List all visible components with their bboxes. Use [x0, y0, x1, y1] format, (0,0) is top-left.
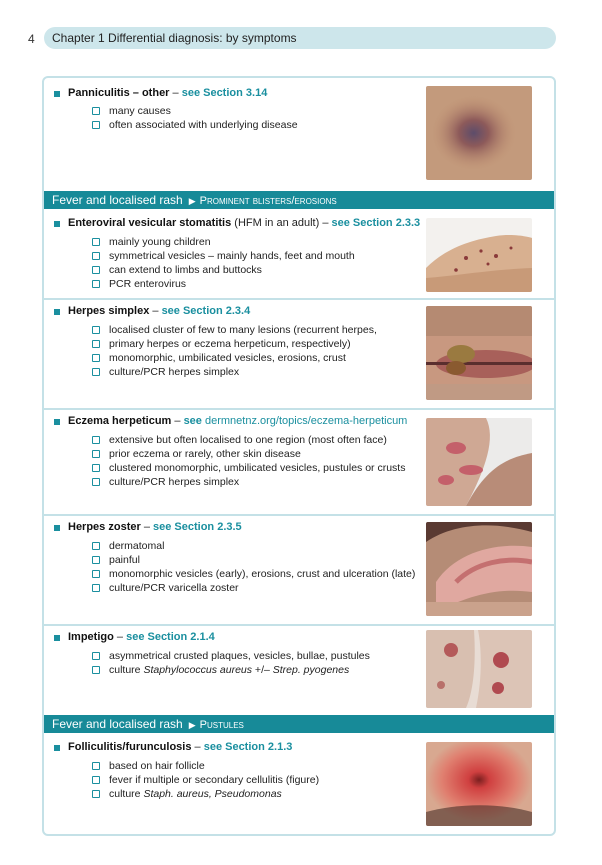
see-section-link[interactable]: see Section 2.1.3	[203, 741, 293, 753]
list-item: clustered monomorphic, umbilicated vesicles, pustules or crusts	[92, 461, 405, 475]
entry-title	[68, 521, 242, 533]
bullet-icon	[54, 745, 60, 751]
entry-panniculitis	[44, 84, 554, 188]
triangle-right-icon: ▶	[188, 196, 196, 206]
section-bar-pustules	[44, 715, 554, 733]
section-bar-title: Fever and localised rash	[52, 717, 183, 731]
entry-title	[68, 741, 292, 753]
list-item: based on hair follicle	[92, 759, 319, 773]
list-item: symmetrical vesicles – mainly hands, feet and mouth	[92, 249, 355, 263]
list-item-continuation: primary herpes or eczema herpeticum, respectively)	[92, 337, 377, 351]
bullet-icon	[54, 91, 60, 97]
bullet-icon	[54, 309, 60, 315]
entry-herpes-simplex	[44, 302, 554, 406]
list-item: culture/PCR varicella zoster	[92, 581, 415, 595]
entry-folliculitis	[44, 738, 554, 830]
list-item: culture/PCR herpes simplex	[92, 475, 405, 489]
entry-dash: –	[319, 217, 332, 229]
panniculitis-photo	[426, 86, 532, 180]
section-bar-title: Fever and localised rash	[52, 193, 183, 207]
section-bar-subtitle: Prominent blisters/erosions	[199, 195, 337, 207]
entry-enteroviral	[44, 214, 554, 298]
entry-dash: –	[191, 741, 204, 753]
list-item: mainly young children	[92, 235, 355, 249]
entry-title	[68, 631, 215, 643]
item-list	[92, 433, 405, 489]
herpes-zoster-photo	[426, 522, 532, 616]
item-list	[92, 539, 415, 595]
see-section-link[interactable]: see Section 2.3.5	[153, 521, 242, 533]
item-list	[92, 104, 298, 132]
see-section-link[interactable]: see Section 2.3.3	[331, 217, 421, 229]
list-item: painful	[92, 553, 415, 567]
list-item: PCR enterovirus	[92, 277, 355, 291]
herpes-simplex-lip-photo	[426, 306, 532, 400]
list-item: culture Staph. aureus, Pseudomonas	[92, 787, 319, 801]
list-item: culture Staphylococcus aureus +/– Strep. pyogenes	[92, 663, 370, 677]
bullet-icon	[54, 419, 60, 425]
entry-title	[68, 87, 267, 99]
list-item: many causes	[92, 104, 298, 118]
entry-dash: –	[169, 87, 182, 99]
eczema-herpeticum-photo	[426, 418, 532, 506]
item-list	[92, 649, 370, 677]
list-item: extensive but often localised to one region (most often face)	[92, 433, 405, 447]
entry-title	[68, 305, 250, 317]
bullet-icon	[54, 221, 60, 227]
entry-name: Enteroviral vesicular stomatitis	[68, 217, 232, 229]
page-number: 4	[28, 32, 35, 46]
divider	[44, 514, 554, 516]
triangle-right-icon: ▶	[188, 720, 196, 730]
entry-dash: –	[171, 415, 184, 427]
list-item: fever if multiple or secondary cellulitis (figure)	[92, 773, 319, 787]
entry-note: (HFM in an adult)	[231, 217, 320, 229]
entry-dash: –	[140, 521, 153, 533]
reference-link[interactable]: dermnetnz.org/topics/eczema-herpeticum	[201, 415, 408, 427]
enteroviral-foot-photo	[426, 218, 532, 292]
list-item: often associated with underlying disease	[92, 118, 298, 132]
item-list	[92, 323, 377, 379]
entry-name: Eczema herpeticum	[68, 415, 172, 427]
entry-dash: –	[149, 305, 162, 317]
list-item: dermatomal	[92, 539, 415, 553]
see-label: see	[183, 415, 202, 427]
entry-impetigo	[44, 628, 554, 712]
entry-name: Herpes zoster	[68, 521, 141, 533]
bullet-icon	[54, 635, 60, 641]
see-section-link[interactable]: see Section 2.1.4	[126, 631, 215, 643]
item-list	[92, 759, 319, 801]
list-item: culture/PCR herpes simplex	[92, 365, 377, 379]
entry-name: Folliculitis/furunculosis	[68, 741, 192, 753]
list-item: monomorphic, umbilicated vesicles, erosions, crust	[92, 351, 377, 365]
entry-herpes-zoster	[44, 518, 554, 622]
entry-dash: –	[113, 631, 127, 643]
divider	[44, 408, 554, 410]
list-item: monomorphic vesicles (early), erosions, crust and ulceration (late)	[92, 567, 415, 581]
page-header	[0, 0, 602, 60]
chapter-title: Chapter 1 Differential diagnosis: by symptoms	[44, 27, 556, 49]
item-list	[92, 235, 355, 291]
see-section-link[interactable]: see Section 2.3.4	[161, 305, 251, 317]
entry-name: Panniculitis – other	[68, 87, 170, 99]
list-item: localised cluster of few to many lesions (recurrent herpes,	[92, 323, 377, 337]
section-bar-blisters	[44, 191, 554, 209]
divider	[44, 624, 554, 626]
section-bar-subtitle: Pustules	[199, 719, 244, 731]
see-section-link[interactable]: see Section 3.14	[181, 87, 268, 99]
entry-eczema-herpeticum	[44, 412, 554, 512]
entry-title	[68, 217, 420, 229]
entry-title	[68, 415, 407, 427]
list-item: prior eczema or rarely, other skin disease	[92, 447, 405, 461]
folliculitis-photo	[426, 742, 532, 826]
list-item: asymmetrical crusted plaques, vesicles, bullae, pustules	[92, 649, 370, 663]
bullet-icon	[54, 525, 60, 531]
list-item: can extend to limbs and buttocks	[92, 263, 355, 277]
entry-name: Herpes simplex	[68, 305, 150, 317]
impetigo-photo	[426, 630, 532, 708]
entry-name: Impetigo	[68, 631, 114, 643]
divider	[44, 298, 554, 300]
